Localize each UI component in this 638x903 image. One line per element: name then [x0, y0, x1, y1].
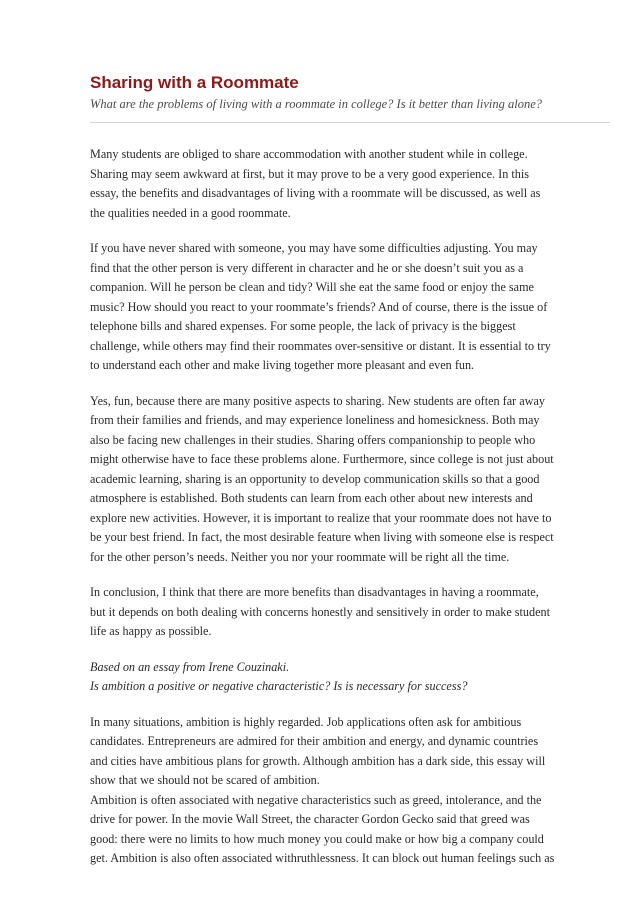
text-line: find that the other person is very different in character and he or she doesn’t suit you as a: [90, 260, 524, 275]
document-page: [90, 72, 610, 885]
text-line: challenge, while others may find their roommates over-sensitive or distant. It is essential to try: [90, 338, 551, 353]
text-line: Yes, fun, because there are many positive aspects to sharing. New students are often far away: [90, 393, 545, 408]
text-line: atmosphere is established. Both students can learn from each other about new interests and: [90, 491, 533, 505]
text-line: but it depends on both dealing with concerns honestly and sensitively in order to make student: [90, 604, 550, 619]
text-line: get. Ambition is also often associated withruthlessness. It can block out human feelings such as: [90, 851, 555, 865]
text-line: for the other person’s needs. Neither you nor your roommate will be right all the time.: [90, 549, 510, 564]
text-line: to understand each other and make living together more pleasant and even fun.: [90, 358, 475, 372]
document-subtitle: What are the problems of living with a roommate in college? Is it better than living alone?: [90, 97, 543, 111]
paragraph-benefits: [90, 392, 610, 568]
paragraph-ambition: [90, 713, 610, 869]
text-line: show that we should not be scared of ambition.: [90, 773, 320, 787]
text-line: be your best friend. In fact, the most desirable feature when living with someone else is respect: [90, 530, 554, 544]
text-line: explore new activities. However, it is important to realize that your roommate does not have to: [90, 510, 552, 525]
text-line: Ambition is often associated with negative characteristics such as greed, intolerance, and the: [90, 792, 542, 807]
text-line: also be facing new challenges in their studies. Sharing offers companionship to people who: [90, 432, 536, 447]
text-line: Sharing may seem awkward at first, but it may prove to be a very good experience. In this: [90, 166, 529, 181]
essay-body: [90, 145, 610, 869]
text-line: might otherwise have to face these problems alone. Furthermore, since college is not just about: [90, 452, 554, 466]
text-line: life as happy as possible.: [90, 624, 212, 638]
attribution-line: Based on an essay from Irene Couzinaki.: [90, 659, 290, 674]
text-line: In conclusion, I think that there are more benefits than disadvantages in having a roommate,: [90, 585, 539, 599]
paragraph-conclusion: [90, 583, 610, 642]
text-line: good: there were no limits to how much money you could make or how big a company could: [90, 831, 544, 846]
paragraph-intro: [90, 145, 610, 223]
title-divider: [90, 122, 610, 123]
text-line: academic learning, sharing is an opportunity to develop communication skills so that a good: [90, 471, 540, 486]
document-title: Sharing with a Roommate: [90, 73, 299, 92]
text-line: telephone bills and shared expenses. For some people, the lack of privacy is the biggest: [90, 319, 516, 333]
text-line: the qualities needed in a good roommate.: [90, 205, 291, 220]
paragraph-problems: [90, 239, 610, 376]
text-line: Many students are obliged to share accommodation with another student while in college.: [90, 147, 528, 161]
paragraph-attribution: [90, 658, 610, 697]
text-line: drive for power. In the movie Wall Street, the character Gordon Gecko said that greed was: [90, 812, 530, 826]
text-line: companion. Will he person be clean and tidy? Will she eat the same food or enjoy the same: [90, 280, 534, 294]
text-line: In many situations, ambition is highly regarded. Job applications often ask for ambitious: [90, 714, 522, 729]
text-line: music? How should you react to your roommate’s friends? And of course, there is the issue of: [90, 299, 548, 314]
text-line: and cities have ambitious plans for growth. Although ambition has a dark side, this essay will: [90, 753, 546, 768]
question-line: Is ambition a positive or negative characteristic? Is is necessary for success?: [90, 679, 468, 693]
text-line: essay, the benefits and disadvantages of living with a roommate will be discussed, as well as: [90, 186, 541, 200]
text-line: If you have never shared with someone, you may have some difficulties adjusting. You may: [90, 241, 538, 255]
text-line: from their families and friends, and may experience loneliness and homesickness. Both may: [90, 413, 540, 427]
text-line: candidates. Entrepreneurs are admired for their ambition and energy, and dynamic countries: [90, 734, 539, 748]
